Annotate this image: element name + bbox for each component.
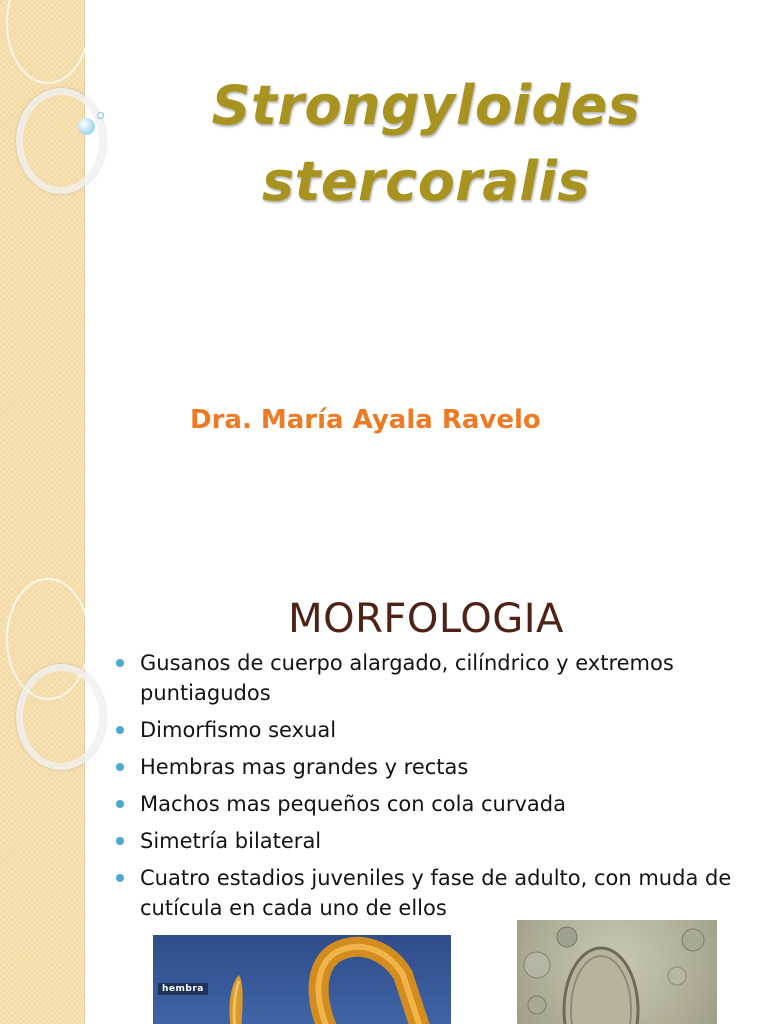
list-item-text: Dimorfismo sexual — [140, 718, 337, 742]
list-item-text: Gusanos de cuerpo alargado, cilíndrico y extremos puntiagudos — [140, 651, 674, 705]
bullet-icon — [116, 659, 124, 667]
content-slide — [0, 576, 768, 1024]
decorative-side-strip — [0, 0, 85, 576]
worm-illustration — [153, 935, 451, 1024]
decorative-ring — [16, 664, 106, 770]
list-item — [116, 752, 736, 782]
list-item — [116, 789, 736, 819]
bullet-icon — [116, 837, 124, 845]
worm-photo — [153, 935, 451, 1024]
slide-title — [84, 68, 768, 220]
author-name: Dra. María Ayala Ravelo — [190, 405, 541, 435]
photo-label: hembra — [158, 983, 208, 995]
slide-heading: MORFOLOGIA — [288, 596, 564, 642]
egg-micrograph — [517, 920, 717, 1024]
bullet-icon — [116, 726, 124, 734]
list-item — [116, 863, 736, 923]
egg-illustration — [517, 920, 717, 1024]
title-line: Strongyloides — [211, 74, 641, 137]
bullet-list — [116, 648, 736, 930]
list-item-text: Machos mas pequeños con cola curvada — [140, 792, 566, 816]
list-item — [116, 826, 736, 856]
bullet-icon — [116, 800, 124, 808]
list-item-text: Simetría bilateral — [140, 829, 322, 853]
list-item — [116, 715, 736, 745]
bullet-icon — [116, 874, 124, 882]
list-item — [116, 648, 736, 708]
list-item-text: Hembras mas grandes y rectas — [140, 755, 469, 779]
bullet-icon — [116, 763, 124, 771]
title-line: stercoralis — [261, 150, 591, 213]
list-item-text: Cuatro estadios juveniles y fase de adulto, con muda de cutícula en cada uno de ellos — [140, 866, 732, 920]
